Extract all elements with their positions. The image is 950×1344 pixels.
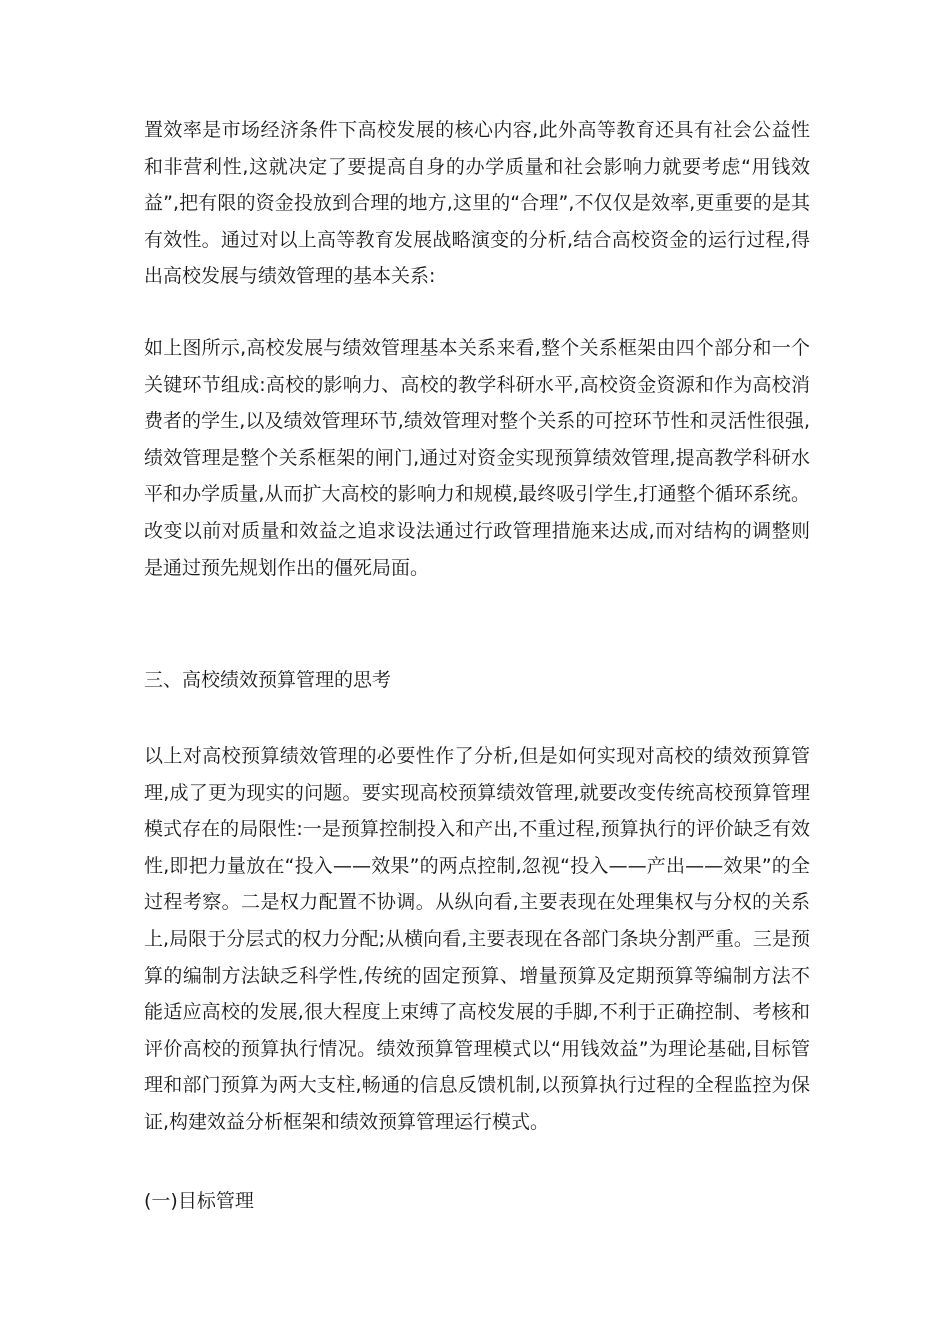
section-heading: 三、高校绩效预算管理的思考: [144, 669, 392, 691]
subsection-heading: (一)目标管理: [144, 1190, 254, 1212]
body-paragraph-3: 以上对高校预算绩效管理的必要性作了分析,但是如何实现对高校的绩效预算管理,成了更为现实的问题。要实现高校预算绩效管理,就要改变传统高校预算管理模式存在的局限性:一是预算控制投入和产出,不重过程,预算执行的评价缺乏有效性,即把力量放在“投入——效果”的两点控制,忽视“投入——产出——效果”的全过程考察。二是权力配置不协调。从纵向看,主要表现在处理集权与分权的关系上,局限于分层式的权力分配;从横向看,主要表现在各部门条块分割严重。三是预算的编制方法缺乏科学性,传统的固定预算、增量预算及定期预算等编制方法不能适应高校的发展,很大程度上束缚了高校发展的手脚,不利于正确控制、考核和评价高校的预算执行情况。绩效预算管理模式以“用钱效益”为理论基础,目标管理和部门预算为两大支柱,畅通的信息反馈机制,以预算执行过程的全程监控为保证,构建效益分析框架和绩效预算管理运行模式。: [144, 745, 810, 1133]
body-paragraph-1: 置效率是市场经济条件下高校发展的核心内容,此外高等教育还具有社会公益性和非营利性,这就决定了要提高自身的办学质量和社会影响力就要考虑“用钱效益”,把有限的资金投放到合理的地方,这里的“合理”,不仅仅是效率,更重要的是其有效性。通过对以上高等教育发展战略演变的分析,结合高校资金的运行过程,得出高校发展与绩效管理的基本关系:: [144, 119, 810, 288]
body-paragraph-2: 如上图所示,高校发展与绩效管理基本关系来看,整个关系框架由四个部分和一个关键环节组成:高校的影响力、高校的教学科研水平,高校资金资源和作为高校消费者的学生,以及绩效管理环节,绩效管理对整个关系的可控环节性和灵活性很强,绩效管理是整个关系框架的闸门,通过对资金实现预算绩效管理,提高教学科研水平和办学质量,从而扩大高校的影响力和规模,最终吸引学生,打通整个循环系统。改变以前对质量和效益之追求设法通过行政管理措施来达成,而对结构的调整则是通过预先规划作出的僵死局面。: [144, 337, 810, 579]
